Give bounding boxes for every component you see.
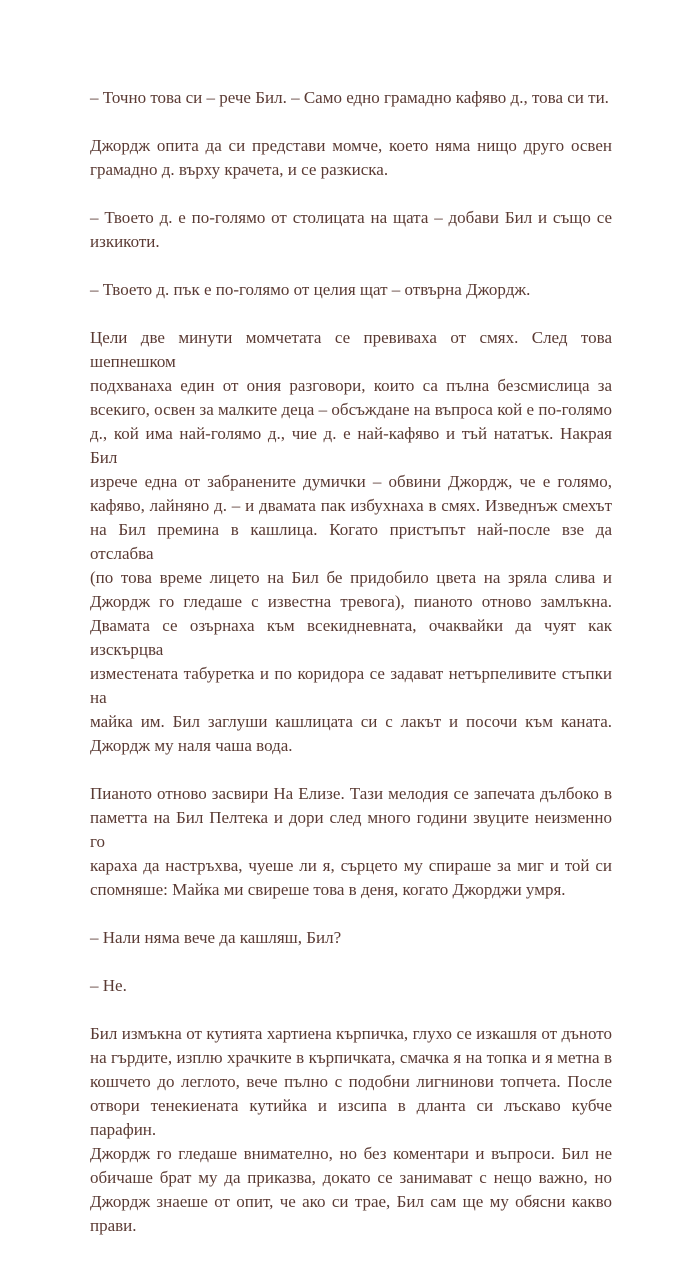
text-line: Бил измъкна от кутията хартиена кърпичка, глухо се изкашля от дъното [90,1024,612,1043]
paragraph [90,278,612,302]
text-line: изрече една от забранените думички – обвини Джордж, че е голямо, [90,472,612,491]
text-line: – Твоето д. е по-голямо от столицата на щата – добави Бил и също се [90,208,612,227]
paragraph [90,86,612,110]
text-line: грамадно д. върху крачета, и се разкиска. [90,160,389,179]
paragraph [90,974,612,998]
text-line: – Не. [90,976,127,995]
text-line: спомняше: Майка ми свиреше това в деня, когато Джорджи умря. [90,880,566,899]
text-line: Джордж му наля чаша вода. [90,736,293,755]
text-line: Джордж го гледаше внимателно, но без коментари и въпроси. Бил не [90,1144,612,1163]
text-line: д., кой има най-голямо д., чие д. е най-кафяво и тъй нататък. Накрая Бил [90,424,612,467]
text-line: Джордж опита да си представи момче, което няма нищо друго освен [90,136,612,155]
text-line: кафяво, лайняно д. – и двамата пак избухнаха в смях. Изведнъж смехът [90,496,612,515]
text-line: – Твоето д. пък е по-голямо от целия щат – отвърна Джордж. [90,280,531,299]
text-line: изкикоти. [90,232,160,251]
text-line: кошчето до леглото, вече пълно с подобни лигнинови топчета. После [90,1072,612,1091]
text-line: – Точно това си – рече Бил. – Само едно грамадно кафяво д., това си ти. [90,88,609,107]
paragraph [90,1022,612,1238]
text-line: на гърдите, изплю храчките в кърпичката, смачка я на топка и я метна в [90,1048,612,1067]
text-line: на Бил премина в кашлица. Когато пристъпът най-после взе да отслабва [90,520,612,563]
text-line: обичаше брат му да приказва, докато се занимават с нещо важно, но [90,1168,612,1187]
text-line: майка им. Бил заглуши кашлицата си с лакът и посочи към каната. [90,712,612,731]
body-text [90,86,612,1262]
text-line: Джордж го гледаше с известна тревога), пианото отново замлъкна. [90,592,612,611]
text-line: изместената табуретка и по коридора се задават нетърпеливите стъпки на [90,664,612,707]
paragraph [90,926,612,950]
text-line: (по това време лицето на Бил бе придобило цвета на зряла слива и [90,568,612,587]
text-line: всекиго, освен за малките деца – обсъждане на въпроса кой е по-голямо [90,400,612,419]
text-line: подхванаха един от ония разговори, които са пълна безсмислица за [90,376,612,395]
text-line: отвори тенекиената кутийка и изсипа в дланта си лъскаво кубче парафин. [90,1096,612,1139]
text-line: Двамата се озърнаха към всекидневната, очаквайки да чуят как изскърцва [90,616,612,659]
paragraph [90,206,612,254]
paragraph [90,134,612,182]
text-line: паметта на Бил Пелтека и дори след много години звуците неизменно го [90,808,612,851]
text-line: Пианото отново засвири На Елизе. Тази мелодия се запечата дълбоко в [90,784,612,803]
paragraph [90,782,612,902]
paragraph [90,326,612,758]
text-line: Джордж знаеше от опит, че ако си трае, Бил сам ще му обясни какво [90,1192,612,1211]
text-line: прави. [90,1216,137,1235]
text-line: караха да настръхва, чуеше ли я, сърцето му спираше за миг и той си [90,856,612,875]
text-line: Цели две минути момчетата се превиваха от смях. След това шепнешком [90,328,612,371]
text-line: – Нали няма вече да кашляш, Бил? [90,928,342,947]
